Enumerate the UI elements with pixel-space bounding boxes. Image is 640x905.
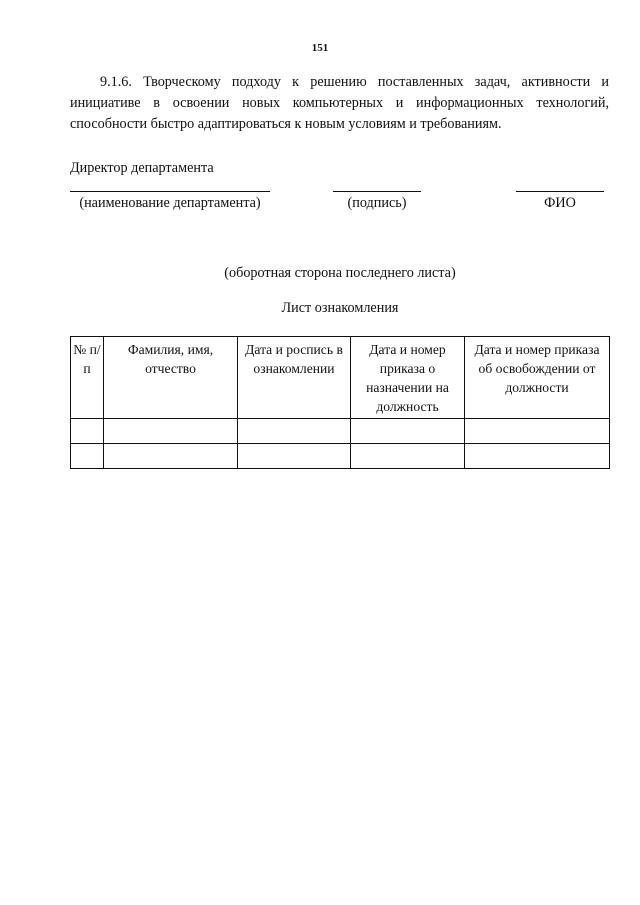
name-caption: ФИО xyxy=(544,195,576,211)
department-caption: (наименование департамента) xyxy=(79,195,261,211)
table-cell xyxy=(238,444,351,469)
page-number: 151 xyxy=(311,42,329,54)
table-cell xyxy=(351,444,465,469)
signature-line xyxy=(333,191,421,192)
table-cell xyxy=(465,444,610,469)
table-cell xyxy=(71,419,104,444)
table-cell xyxy=(104,419,238,444)
table-cell xyxy=(351,419,465,444)
table-cell xyxy=(104,444,238,469)
table-header-row xyxy=(71,337,610,419)
signature-title: Директор департамента xyxy=(70,160,214,176)
reverse-side-note: (оборотная сторона последнего листа) xyxy=(224,265,456,281)
department-signature-line xyxy=(70,191,270,192)
table-cell xyxy=(238,419,351,444)
clause-text: 9.1.6. Творческому подходу к решению поставленных задач, активности и инициативе в освоении новых компьютерных и информационных технологий, способности быстро адаптироваться к новым условиям и требованиям. xyxy=(70,74,609,132)
table-cell xyxy=(71,444,104,469)
column-header-dismissal-order: Дата и номер приказа об освобождении от должности xyxy=(465,337,610,419)
column-header-full-name: Фамилия, имя, отчество xyxy=(104,337,238,419)
signature-caption: (подпись) xyxy=(347,195,407,211)
table-row xyxy=(71,419,610,444)
acknowledgement-table xyxy=(70,336,610,469)
name-signature-line xyxy=(516,191,604,192)
acknowledgement-title: Лист ознакомления xyxy=(281,300,399,316)
table-cell xyxy=(465,419,610,444)
table-row xyxy=(71,444,610,469)
column-header-number: № п/п xyxy=(71,337,104,419)
column-header-appointment-order: Дата и номер приказа о назначении на должность xyxy=(351,337,465,419)
column-header-acknowledgement-date: Дата и роспись в ознакомлении xyxy=(238,337,351,419)
